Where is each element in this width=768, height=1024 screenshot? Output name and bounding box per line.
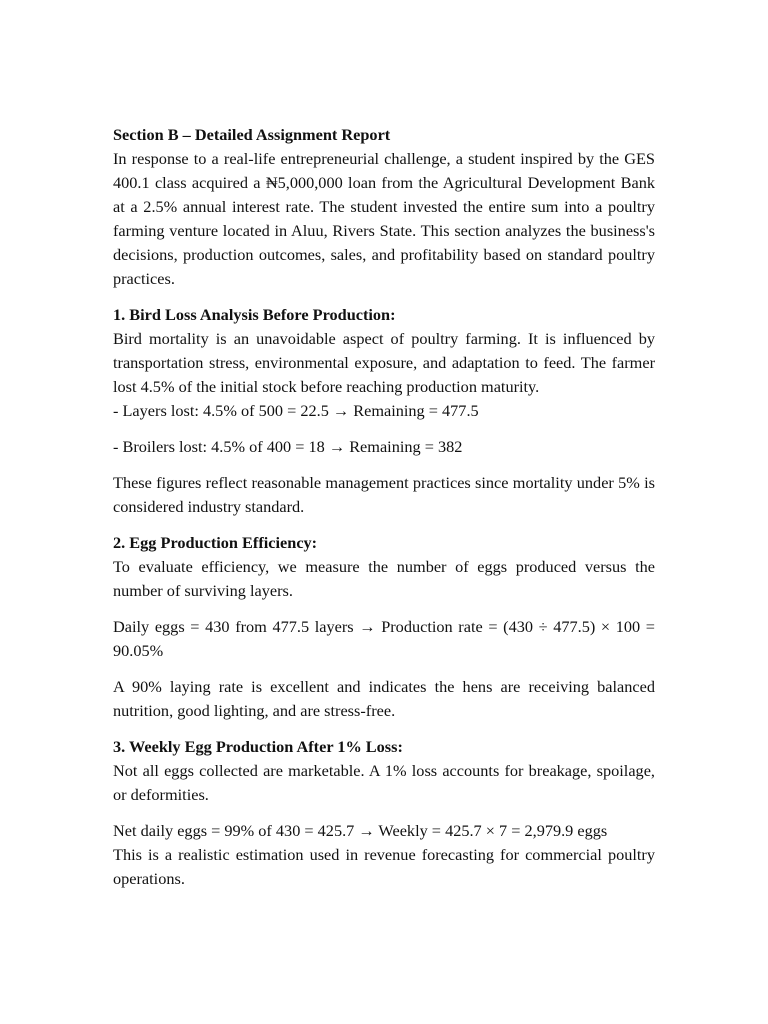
weekly-eggs-paragraph: Not all eggs collected are marketable. A 1% loss accounts for breakage, spoilage, or deformities. (113, 761, 655, 804)
bird-loss-paragraph: Bird mortality is an unavoidable aspect of poultry farming. It is influenced by transportation stress, environmental exposure, and adaptation to feed. The farmer lost 4.5% of the initial stock before reaching production maturity. (113, 329, 655, 396)
bird-loss-heading: 1. Bird Loss Analysis Before Production: (113, 305, 396, 324)
broilers-loss-line: - Broilers lost: 4.5% of 400 = 18 → Remaining = 382 (113, 437, 463, 456)
egg-efficiency-paragraph: To evaluate efficiency, we measure the number of eggs produced versus the number of surviving layers. (113, 557, 655, 600)
bird-loss-note: These figures reflect reasonable management practices since mortality under 5% is considered industry standard. (113, 473, 655, 516)
weekly-eggs-calc: Net daily eggs = 99% of 430 = 425.7 → Weekly = 425.7 × 7 = 2,979.9 eggs (113, 821, 608, 840)
weekly-eggs-heading: 3. Weekly Egg Production After 1% Loss: (113, 737, 403, 756)
document-page (113, 123, 655, 891)
intro-paragraph: In response to a real-life entrepreneurial challenge, a student inspired by the GES 400.1 class acquired a ₦5,000,000 loan from the Agricultural Development Bank at a 2.5% annual interest rate. The student invested the entire sum into a poultry farming venture located in Aluu, Rivers State. This section analyzes the business's decisions, production outcomes, sales, and profitability based on standard poultry practices. (113, 149, 655, 288)
egg-efficiency-calc: Daily eggs = 430 from 477.5 layers → Production rate = (430 ÷ 477.5) × 100 = 90.05% (113, 617, 655, 660)
egg-efficiency-heading: 2. Egg Production Efficiency: (113, 533, 318, 552)
weekly-eggs-note: This is a realistic estimation used in revenue forecasting for commercial poultry operations. (113, 845, 655, 888)
egg-efficiency-note: A 90% laying rate is excellent and indicates the hens are receiving balanced nutrition, good lighting, and are stress-free. (113, 677, 655, 720)
layers-loss-line: - Layers lost: 4.5% of 500 = 22.5 → Remaining = 477.5 (113, 401, 479, 420)
section-title: Section B – Detailed Assignment Report (113, 125, 391, 144)
